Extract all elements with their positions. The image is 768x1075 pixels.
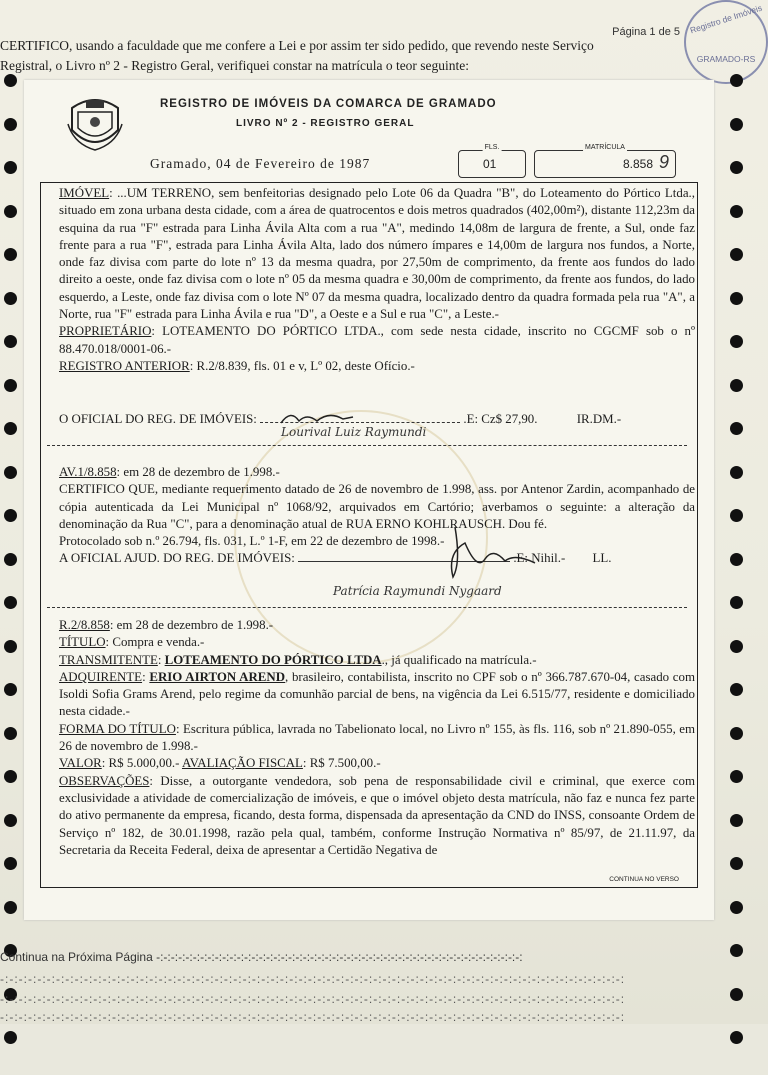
filler-line-2: -:-:-:-:-:-:-:-:-:-:-:-:-:-:-:-:-:-:-:-:-:-:-:-:-:-:-:-:-:-:-:-:-:-:-:-:-:-:-:-:-:-:-:-:-:-:-:-:-:-:-:-:-:-:-:-:-:-:-:-:-:-:-:-:-:-:-: [0, 992, 626, 1006]
transmitente-text: ., já qualificado na matrícula.- [381, 652, 537, 667]
certification-intro-line-1: CERTIFICO, usando a faculdade que me confere a Lei e por assim ter sido pedido, que revendo neste Serviço [0, 38, 594, 53]
left-perforation-holes [4, 74, 20, 1075]
proprietario-label: PROPRIETÁRIO [59, 324, 152, 339]
avaliacao-label: AVALIAÇÃO FISCAL [181, 756, 303, 771]
fls-label: FLS. [484, 144, 500, 151]
imovel-emolumentos: .E: Cz$ 27,90. [463, 412, 538, 426]
adquirente-text: , brasileiro, contabilista, inscrito no CPF sob o nº 366.787.670-04, casado com Isoldi Sofia Grams Arend, pelo regime da comunhão parcial de bens, na vigência da Lei 6.515/77, residente e domiciliado nesta cidade.- [59, 669, 695, 719]
imovel-ir-dm: IR.DM.- [576, 412, 622, 426]
av1-signer-name: Patrícia Raymundi Nygaard [333, 584, 502, 598]
valor-text: : R$ 5.000,00.- [101, 756, 180, 771]
separator-1 [47, 445, 687, 446]
valor-label: VALOR [59, 756, 102, 771]
transmitente-name: LOTEAMENTO DO PÓRTICO LTDA [164, 652, 382, 667]
matricula-label: MATRÍCULA [585, 144, 625, 151]
continua-no-verso: CONTINUA NO VERSO [609, 876, 679, 883]
filler-line-3: -:-:-:-:-:-:-:-:-:-:-:-:-:-:-:-:-:-:-:-:-:-:-:-:-:-:-:-:-:-:-:-:-:-:-:-:-:-:-:-:-:-:-:-:-:-:-:-:-:-:-:-:-:-:-:-:-:-:-:-:-:-:-:-:-:-:-: [0, 1010, 626, 1024]
proprietario-text: : LOTEAMENTO DO PÓRTICO LTDA., com sede nesta cidade, inscrito no CGCMF sob o nº 88.470.018/0001-06.- [59, 324, 695, 356]
registry-title: REGISTRO DE IMÓVEIS DA COMARCA DE GRAMADO [160, 98, 497, 110]
av1-label: AV.1/8.858 [59, 465, 117, 479]
av1-protocolo: Protocolado sob n.º 26.794, fls. 031, L.º 1-F, em 22 de dezembro de 1998.- [59, 534, 445, 549]
separator-2 [47, 607, 687, 608]
adquirente-name: ERIO AIRTON AREND [149, 669, 286, 684]
imovel-section [59, 185, 695, 375]
av1-section [59, 464, 695, 568]
r2-section: R.2/8.858: em 28 de dezembro de 1.998.- TÍTULO: Compra e venda.- TRANSMITENTE: LOTEAMENTO DO PÓRTICO LTDA., já qualificado na matrícula.- ADQUIRENTE: ERIO AIRTON AREND, brasileiro, contabilista, inscrito no CPF sob o nº 366.787.670-04, casado com Isoldi Sofia Grams Arend, pelo regime da comunhão parcial de bens, na vigência da Lei 6.515/77, residente e domiciliado nesta cidade.- FORMA DO TÍTULO: Escritura pública, lavrada no Tabelionato local, no Livro nº 155, às fls. 116, sob nº 21.890-055, em 26 de novembro de 1.998.- VALOR: R$ 5.000,00.- AVALIAÇÃO FISCAL: R$ 7.500,00.- OBSERVAÇÕES: Disse, a outorgante vendedora, sob pena de responsabilidade civil e criminal, que exerce com exclusividade a atividade de comercialização de imóveis, e que o imóvel objeto desta matrícula, não faz e nunca fez parte do ativo permanente da empresa, ficando, desta forma, dispensada da apresentação da CND do INSS, consoante Ordem de Serviço nº 182, de 30.01.1998, razão pela qual, também, conforme Instrução Normativa nº 85/97, de 21.11.97, da Secretaria da Receita Federal, deixa de apresentar a Certidão Negativa de [59, 618, 695, 857]
r2-label: R.2/8.858 [59, 618, 110, 632]
r2-date: : em 28 de dezembro de 1.998.- [109, 618, 274, 632]
registro-anterior-text: : R.2/8.839, fls. 01 e v, Lº 02, deste Ofício.- [189, 358, 415, 373]
adquirente-label: ADQUIRENTE [59, 669, 143, 684]
matricula-box [534, 144, 676, 178]
transmitente-label: TRANSMITENTE [59, 652, 158, 667]
city-date: Gramado, 04 de Fevereiro de 1987 [150, 156, 371, 171]
registry-seal-stamp [684, 0, 768, 84]
registro-anterior-label: REGISTRO ANTERIOR [59, 358, 190, 373]
observacoes-label: OBSERVAÇÕES [59, 773, 150, 788]
coat-of-arms-emblem [64, 94, 126, 154]
seal-bottom-text: GRAMADO-RS [696, 54, 756, 64]
imovel-oficial-label: O OFICIAL DO REG. DE IMÓVEIS: [59, 412, 257, 426]
page-indicator: Página 1 de 5 [612, 26, 680, 38]
matricula-handwritten-digit: 9 [658, 152, 669, 172]
imovel-signer-name: Lourival Luiz Raymundi [281, 425, 427, 439]
matricula-content-frame [40, 182, 698, 888]
titulo-text: : Compra e venda.- [105, 635, 205, 650]
right-perforation-holes [730, 74, 746, 1075]
fls-box [458, 144, 526, 178]
filler-line-1: -:-:-:-:-:-:-:-:-:-:-:-:-:-:-:-:-:-:-:-:-:-:-:-:-:-:-:-:-:-:-:-:-:-:-:-:-:-:-:-:-:-:-:-:-:-:-:-:-:-:-:-:-:-:-:-:-:-:-:-:-:-:-:-:-:-:-: [0, 972, 626, 986]
imovel-description: : ...UM TERRENO, sem benfeitorias designado pelo Lote 06 da Quadra "B", do Loteamento do Pórtico Ltda., situado em zona urbana desta cidade, com a área de quatrocentos e dois metros quadrados (402,00m²), distante 112,23m da esquina da rua "F" estrada para Linha Ávila Alta com a rua "A", medindo 14,08m de largura de frente, a Sul, onde faz frente para a rua "F", estrada para Linha Ávila Alta, lado dos número ímpares e 14,00m de largura nos fundos, a Norte, onde faz divisa com parte do lote nº 13 da mesma quadra, por 27,50m de comprimento, da frente aos fundos do lado direito a oeste, onde faz divisa com o lote nº 05 da mesma quadra e 30,00m de comprimento, da frente aos fundos, do lado esquerdo, a Leste, onde faz divisa com o lote Nº 07 da mesma quadra, localizado dentro da quadra formada pela rua "A", a Norte, rua "F" estrada para Linha Ávila e rua "D", a Oeste e a Sul e rua "C", a Leste.- [59, 186, 695, 322]
imovel-signature-scribble [277, 409, 357, 429]
observacoes-text: : Disse, a outorgante vendedora, sob pena de responsabilidade civil e criminal, que exerce com exclusividade a atividade de comercialização de imóveis, e que o imóvel objeto desta matrícula, não faz e nunca fez parte do ativo permanente da empresa, ficando, desta forma, dispensada da apresentação da CND do INSS, consoante Ordem de Serviço nº 182, de 30.01.1998, razão pela qual, também, conforme Instrução Normativa nº 85/97, de 21.11.97, da Secretaria da Receita Federal, deixa de apresentar a Certidão Negativa de [59, 773, 695, 857]
book-subtitle: LIVRO Nº 2 - REGISTRO GERAL [236, 118, 415, 129]
imovel-label: IMÓVEL [59, 186, 110, 200]
titulo-label: TÍTULO [59, 635, 106, 650]
matricula-value: 8.858 [622, 157, 653, 171]
av1-ll: LL. [592, 551, 612, 566]
forma-titulo-label: FORMA DO TÍTULO [59, 721, 176, 736]
certification-intro-line-2: Registral, o Livro nº 2 - Registro Geral, verifiquei constar na matrícula o teor seguinte: [0, 58, 470, 73]
forma-titulo-text: : Escritura pública, lavrada no Tabelionato local, no Livro nº 155, às fls. 116, sob nº 21.890-055, em 26 de novembro de 1.998.- [59, 721, 695, 754]
av1-oficial-label: A OFICIAL AJUD. DO REG. DE IMÓVEIS: [59, 551, 295, 566]
av1-emolumentos: .E: Nihil.- [513, 551, 566, 566]
continua-proxima-pagina: Continua na Próxima Página -:-:-:-:-:-:-:-:-:-:-:-:-:-:-:-:-:-:-:-:-:-:-:-:-:-:-:-:-:-:-:-:-:-:-:-:-:-:-:-:-:-:-:-:-:-:-:-:-:-: [0, 950, 523, 964]
avaliacao-text: : R$ 7.500,00.- [302, 756, 381, 771]
fls-value: 01 [483, 157, 497, 171]
av1-signature-scribble [425, 523, 565, 583]
av1-date: : em 28 de dezembro de 1.998.- [116, 465, 280, 479]
seal-top-text: Registro de Imóveis [688, 2, 764, 36]
av1-text: CERTIFICO QUE, mediante requerimento datado de 26 de novembro de 1.998, ass. por Antenor Zardin, acompanhado de cópia autenticada da Lei Municipal nº 1068/92, arquivados em Cartório; averbamos o seguinte: a alteração da denominação da Rua "C", para a denominação atual de RUA ERNO KOHLRAUSCH. Dou fé. [59, 482, 695, 531]
registry-sheet [24, 80, 714, 920]
